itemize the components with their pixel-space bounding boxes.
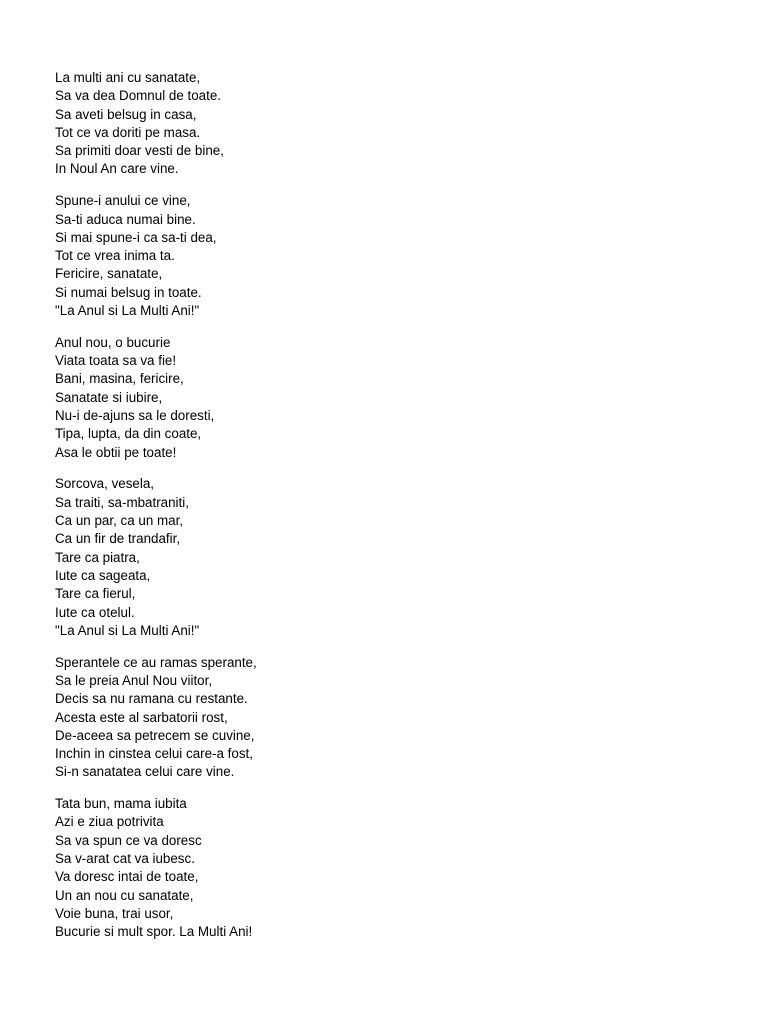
poem-line: Sa primiti doar vesti de bine, [55,143,224,159]
poem-line: Ca un par, ca un mar, [55,513,184,529]
poem-line: La multi ani cu sanatate, [55,70,201,85]
poem-line: Tipa, lupta, da din coate, [55,426,202,442]
poem-line: Decis sa nu ramana cu restante. [55,691,248,707]
poem-line: Sanatate si iubire, [55,389,163,405]
stanza [55,475,735,640]
poem-line: Sperantele ce au ramas sperante, [55,654,257,670]
stanza [55,334,735,462]
poem-line: "La Anul si La Multi Ani!" [55,622,200,638]
poem-line: Si mai spune-i ca sa-ti dea, [55,229,217,245]
poem-line: Un an nou cu sanatate, [55,887,194,903]
poem-line: Iute ca sageata, [55,567,151,583]
stanza [55,795,735,941]
stanza [55,654,735,782]
poem-line: "La Anul si La Multi Ani!" [55,303,200,319]
poem-line: Bani, masina, fericire, [55,371,184,387]
poem-line: Tot ce vrea inima ta. [55,248,175,264]
stanza [55,69,735,179]
poem-line: Va doresc intai de toate, [55,869,199,885]
poem-line: Sa v-arat cat va iubesc. [55,851,195,867]
poem-line: Tata bun, mama iubita [55,796,187,812]
stanza [55,192,735,320]
poem-line: Fericire, sanatate, [55,266,163,282]
poem-line: Sa va dea Domnul de toate. [55,88,222,104]
poem-line: Azi e ziua potrivita [55,814,164,830]
poem-line: Tot ce va doriti pe masa. [55,124,201,140]
poem-line: Sorcova, vesela, [55,476,154,492]
poem-line: Sa aveti belsug in casa, [55,106,197,122]
poem-line: Voie buna, trai usor, [55,905,174,921]
poem-line: Anul nou, o bucurie [55,334,171,350]
poem-line: Asa le obtii pe toate! [55,444,177,460]
poem-line: Acesta este al sarbatorii rost, [55,709,228,725]
poem-line: Sa va spun ce va doresc [55,832,202,848]
poem-line: In Noul An care vine. [55,161,179,177]
poem-body [55,69,735,955]
poem-line: Viata toata sa va fie! [55,353,177,369]
poem-line: Sa-ti aduca numai bine. [55,211,196,227]
poem-line: Tare ca piatra, [55,549,140,565]
poem-line: Sa le preia Anul Nou viitor, [55,672,213,688]
poem-line: Sa traiti, sa-mbatraniti, [55,494,189,510]
poem-line: Bucurie si mult spor. La Multi Ani! [55,924,253,940]
poem-line: Iute ca otelul. [55,604,135,620]
poem-line: Si numai belsug in toate. [55,284,202,300]
poem-line: Si-n sanatatea celui care vine. [55,764,235,780]
poem-line: Inchin in cinstea celui care-a fost, [55,746,253,762]
poem-line: Spune-i anului ce vine, [55,193,191,209]
poem-line: De-aceea sa petrecem se cuvine, [55,727,255,743]
poem-line: Nu-i de-ajuns sa le doresti, [55,408,215,424]
poem-line: Ca un fir de trandafir, [55,531,181,547]
poem-line: Tare ca fierul, [55,586,136,602]
